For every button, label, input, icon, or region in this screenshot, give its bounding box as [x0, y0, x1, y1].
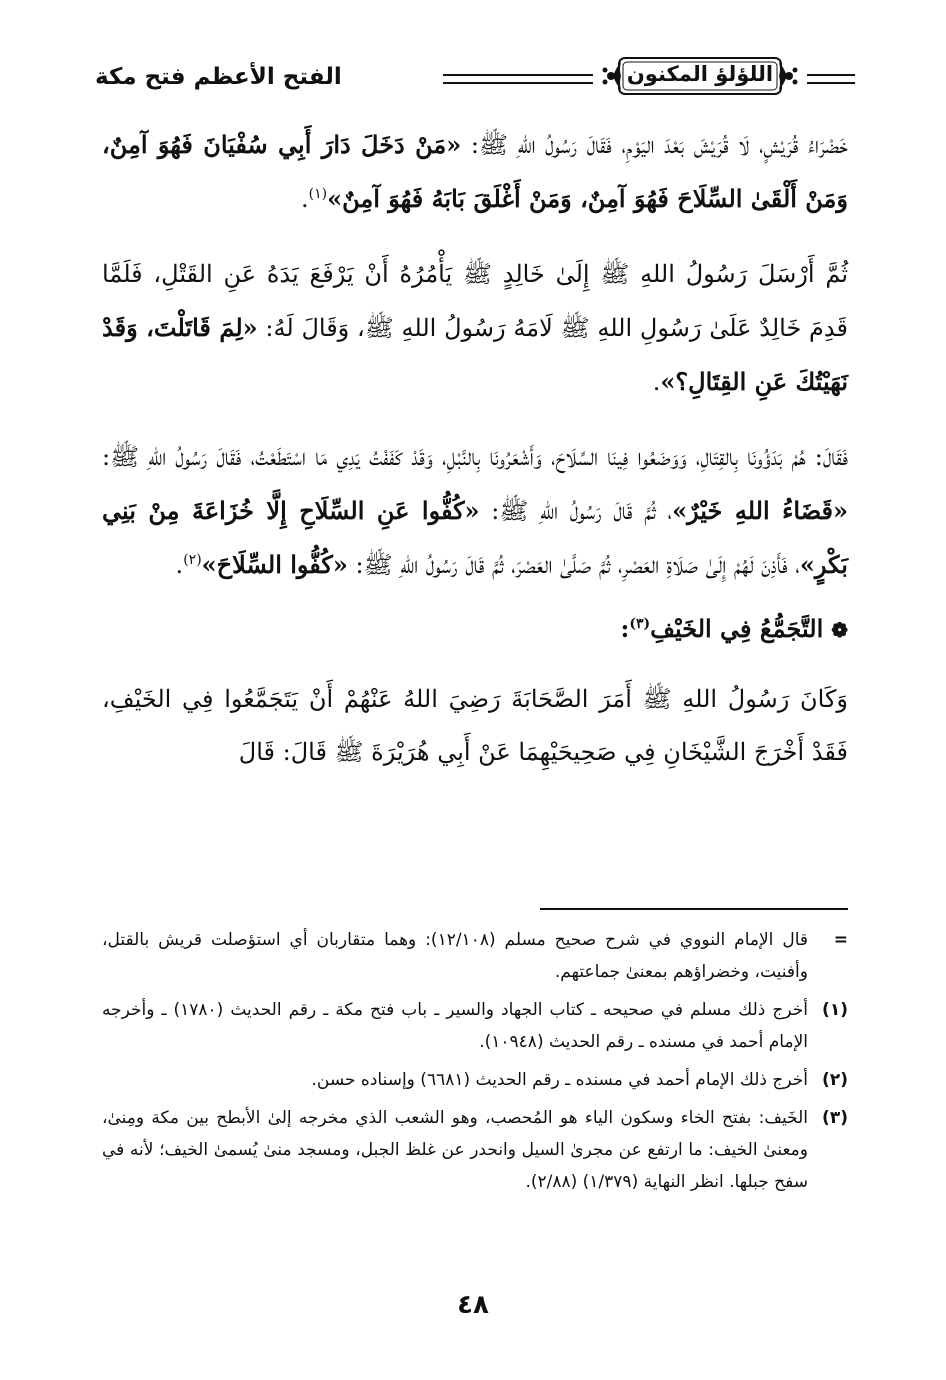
footnote-1: [102, 994, 848, 1058]
book-title: اللؤلؤ المكنون: [626, 62, 774, 86]
paragraph-2-end: .: [652, 368, 661, 396]
footnote-continuation: [102, 924, 848, 988]
footnote-text: قال الإمام النووي في شرح صحيح مسلم (١٢/١٠٨): وهما متقاربان أي استؤصلت قريش بالقتل، وأفنيت، وخضراؤهم بمعنىٰ جماعتهم.: [102, 930, 809, 982]
paragraph-3-text-a: فَقَالَ: هُمْ بَدَؤُونَا بِالقِتَالِ، وَوَضَعُوا فِينَا السِّلَاحَ، وَأَشْعَرُونَا بِالنَّبْلِ، وَقَدْ كَفَفْتُ يَدِي مَا اسْتَطَعْتُ، فَقَالَ رَسُولُ اللهِ ﷺ:: [102, 443, 849, 471]
footnote-text: أخرج ذلك الإمام أحمد في مسنده ـ رقم الحديث (٦٦٨١) وإسناده حسن.: [311, 1070, 808, 1090]
section-heading-text: التَّجَمُّعُ فِي الخَيْفِ: [650, 614, 824, 643]
header-double-rule-right: [807, 74, 855, 84]
section-heading: [102, 602, 848, 657]
footnote-ref-3: (٣): [629, 616, 651, 632]
footnote-2: [102, 1064, 848, 1096]
footnote-ref-1: (١): [308, 186, 328, 202]
main-text: [102, 118, 848, 801]
section-title: الفتح الأعظم فتح مكة: [95, 64, 342, 90]
footnote-ref-2: (٢): [183, 552, 202, 568]
flower-ornament-icon: ❁: [831, 618, 848, 642]
hadith-quote-4: «كُفُّوا عَنِ السِّلَاحِ إِلَّا خُزَاعَةَ مِنْ بَنِي بَكْرٍ»: [102, 496, 848, 579]
hadith-quote-5: «كُفُّوا السِّلَاحَ»: [201, 550, 348, 579]
paragraph-1: [102, 118, 848, 226]
hadith-quote-3: «قَضَاءُ اللهِ خَيْرٌ»: [672, 496, 848, 525]
hadith-quote-1: «مَنْ دَخَلَ دَارَ أَبِي سُفْيَانَ فَهُوَ آمِنٌ، وَمَنْ أَلْقَىٰ السِّلَاحَ فَهُوَ آمِنٌ، وَمَنْ أَغْلَقَ بَابَهُ فَهُوَ آمِنٌ»: [102, 130, 848, 213]
paragraph-3: [102, 431, 848, 592]
footnote-mark: (٣): [822, 1108, 848, 1128]
paragraph-4: وَكَانَ رَسُولُ اللهِ ﷺ أَمَرَ الصَّحَابَةَ رَضِيَ اللهُ عَنْهُمْ أَنْ يَتَجَمَّعُوا فِي الخَيْفِ، فَقَدْ أَخْرَجَ الشَّيْخَانِ فِي صَحِيحَيْهِمَا عَنْ أَبِي هُرَيْرَةَ ﷺ قَالَ: قَالَ: [102, 685, 848, 766]
footnote-text: الخَيف: بفتح الخاء وسكون الياء هو المُحصب، وهو الشعب الذي مخرجه إلىٰ الأبطح بين مكة ومِنىٰ، ومعنىٰ الخيف: ما ارتفع عن مجرىٰ السيل وانحدر عن غلظ الجبل، ومسجد منىٰ يُسمىٰ الخيف؛ لأنه في سفح جبلها. انظر النهاية (١/٣٧٩) (٢/٨٨).: [102, 1108, 808, 1192]
running-header: [95, 52, 855, 104]
book-title-cartouche: [601, 52, 799, 100]
footnotes: [102, 924, 848, 1204]
footnote-3: [102, 1102, 848, 1198]
footnote-mark: (١): [822, 1000, 848, 1020]
header-double-rule-middle: [443, 74, 593, 84]
paragraph-1-text: خَضْرَاءُ قُرَيْشٍ، لَا قُرَيْشَ بَعْدَ اليَوْمِ، فَقَالَ رَسُولُ اللهِ ﷺ:: [461, 131, 849, 159]
footnote-mark: (٢): [822, 1070, 848, 1090]
hadith-quote-2: «لِمَ قَاتَلْتَ، وَقَدْ نَهَيْتُكَ عَنِ القِتَالِ؟»: [102, 313, 848, 396]
paragraph-2: [102, 248, 848, 409]
paragraph-3-text-b: ، ثُمَّ قَالَ رَسُولُ اللهِ ﷺ:: [479, 497, 673, 525]
paragraph-2-text: ثُمَّ أَرْسَلَ رَسُولُ اللهِ ﷺ إِلَىٰ خَالِدٍ ﷺ يَأْمُرُهُ أَنْ يَرْفَعَ يَدَهُ عَنِ القَتْلِ، فَلَمَّا قَدِمَ خَالِدٌ عَلَىٰ رَسُولِ اللهِ ﷺ لَامَهُ رَسُولُ اللهِ ﷺ، وَقَالَ لَهُ:: [102, 260, 848, 342]
footnote-text: أخرج ذلك مسلم في صحيحه ـ كتاب الجهاد والسير ـ باب فتح مكة ـ رقم الحديث (١٧٨٠) ـ وأخرجه الإمام أحمد في مسنده ـ رقم الحديث (١٠٩٤٨).: [102, 1000, 808, 1052]
paragraph-3-end: .: [175, 551, 184, 579]
footnote-separator: [540, 908, 848, 910]
paragraph-1-end: .: [301, 185, 309, 213]
paragraph-3-text-c: ، فَأَذِنَ لَهُمْ إِلَىٰ صَلَاةِ العَصْرِ، ثُمَّ صَلَّىٰ العَصْرَ، ثُمَّ قَالَ رَسُولُ اللهِ ﷺ:: [347, 551, 800, 579]
page-number: ٤٨: [457, 1290, 489, 1320]
footnote-mark: =: [833, 930, 848, 950]
section-heading-end: :: [620, 614, 630, 643]
